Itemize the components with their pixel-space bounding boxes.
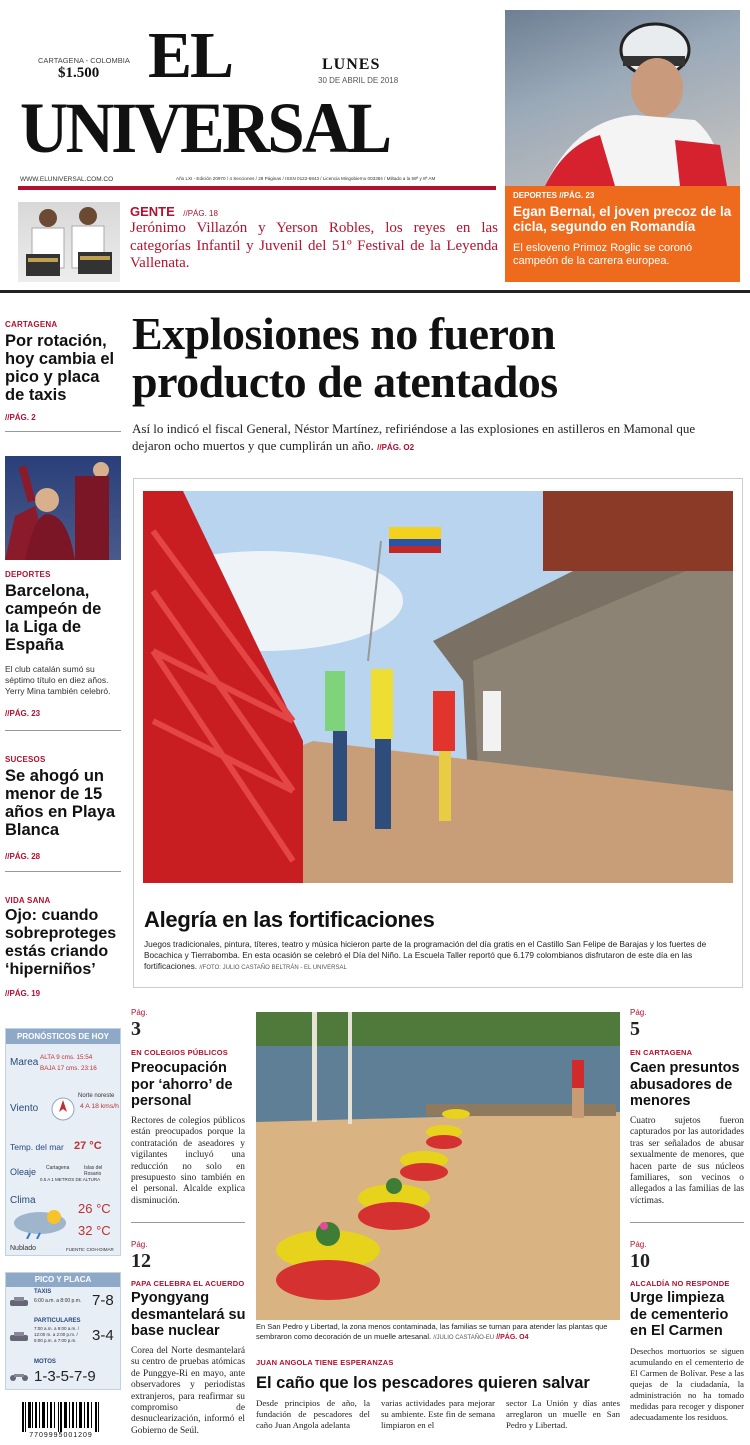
wind-direction: Norte noreste: [78, 1093, 115, 1099]
divider-colegios: [131, 1222, 245, 1223]
pico-title: PICO Y PLACA: [6, 1273, 120, 1287]
moto-icon: [9, 1369, 29, 1387]
pico-placa-box: [5, 1272, 121, 1390]
lead-deck: [132, 420, 732, 456]
website-link[interactable]: WWW.ELUNIVERSAL.COM.CO: [20, 176, 114, 183]
cano-page: //PÁG. O4: [496, 1334, 529, 1341]
gente-kicker-row: [130, 203, 218, 221]
weather-source: FUENTE: CIOH-DIMAR: [66, 1247, 114, 1252]
masthead: [18, 10, 496, 193]
gente-promo[interactable]: [18, 200, 498, 282]
nublado-label: Nublado: [10, 1245, 37, 1252]
barcelona-image: [5, 456, 121, 560]
colegios-pag-label: Pág.: [131, 1008, 148, 1017]
cementerio-pag-label: Pág.: [630, 1240, 647, 1249]
gente-kicker: GENTE: [130, 204, 175, 219]
pyongyang-pag-label: Pág.: [131, 1240, 148, 1249]
left-story-2-headline[interactable]: Barcelona, campeón de la Liga de España: [5, 582, 102, 654]
left-divider-2: [5, 730, 121, 731]
vallenato-kids-photo: [18, 202, 120, 282]
left-divider-3: [5, 871, 121, 872]
edition-info: Año LXI - Edición 20970 / 4 Secciones / 28 Páginas / ISSN 0122-6843 / Licencia Mingobierno 003384 / Miltado a la 59ª y 8ª AM: [176, 176, 436, 181]
left-story-1-headline[interactable]: Por rotación, hoy cambia el pico y placa de taxis: [5, 332, 115, 404]
left-story-1-kicker: CARTAGENA: [5, 320, 58, 329]
story-pyongyang[interactable]: [131, 1240, 247, 1440]
part-label: PARTICULARES: [34, 1318, 81, 1324]
abusadores-body: Cuatro sujetos fueron capturados por las autoridades tras ser señalados de abusar sexualmente de menores, que hacen parte de sus núcleos familiares, son vecinos o allegados a las familias de las víctimas.: [630, 1116, 744, 1206]
cyclist-photo: [505, 10, 740, 186]
abusadores-headline: Caen presuntos abusadores de menores: [630, 1060, 740, 1109]
cano-body-col3: sector La Unión y días antes arreglaron un muelle en San Pedro y Libertad.: [506, 1398, 620, 1430]
cano-caption-text: En San Pedro y Libertad, la zona menos contaminada, las familias se turnan para atender las plantas que sembraron como decoración de un muelle artesanal.: [256, 1322, 608, 1341]
photo-story-caption-text: Juegos tradicionales, pintura, títeres, teatro y música hicieron parte de la programación del día gratis en el Castillo San Felipe de Barajas y los fuertes de Bocachica y Tierrabomba. En esta ocasión se celebró el Día del Niño. La Escuela Taller reportó que 6.179 colombianos disfrutaron de este día en las fortificaciones.: [144, 939, 707, 971]
pyongyang-kicker: PAPA CELEBRA EL ACUERDO: [131, 1279, 245, 1288]
clima-label: Clima: [10, 1195, 36, 1206]
wind-speed: 4 A 18 kms/h: [80, 1103, 119, 1110]
oleaje-altura: 0.5 A 1 METROS DE ALTURA: [40, 1177, 101, 1182]
top-promo[interactable]: [505, 10, 740, 282]
location-label: CARTAGENA - COLOMBIA: [38, 56, 130, 65]
photo-story-caption: [144, 939, 734, 974]
day-label: LUNES: [322, 56, 381, 73]
abusadores-pag-num: 5: [630, 1018, 640, 1040]
colegios-body: Rectores de colegios públicos están preocupados porque la contratación de aseadores y vigilantes incluyó una reducción no solo en presupuesto sino también en el personal. Alcalde explica disminución.: [131, 1116, 245, 1206]
left-story-1-page: //PÁG. 2: [5, 413, 36, 422]
motos-digits: 1-3-5-7-9: [34, 1368, 96, 1385]
cementerio-headline: Urge limpieza de cementerio en El Carmen: [630, 1290, 729, 1339]
taxi-icon: [9, 1295, 29, 1313]
photo-story-headline[interactable]: Alegría en las fortificaciones: [144, 907, 435, 932]
taxis-label: TAXIS: [34, 1289, 52, 1295]
left-story-4-kicker: VIDA SANA: [5, 896, 51, 905]
cano-headline[interactable]: El caño que los pescadores quieren salvar: [256, 1374, 590, 1392]
oleaje-islas: Islas del Rosario: [84, 1165, 103, 1177]
wind-compass-icon: [50, 1096, 76, 1127]
left-story-4-page: //PÁG. 19: [5, 989, 41, 998]
masthead-rule: [18, 186, 496, 190]
temp-mar-label: Temp. del mar: [10, 1142, 64, 1152]
gente-text: Jerónimo Villazón y Yerson Robles, los reyes en las categorías Infantil y Juvenil del 51º Festival de la Leyenda Vallenata.: [130, 220, 498, 271]
left-story-2-kicker: DEPORTES: [5, 570, 51, 579]
pyongyang-body: Corea del Norte desmantelará su centro de pruebas atómicas de Punggye-Ri en mayo, ante observadores y periodistas extranjeros, para reafirmar su compromiso de desnuclearización, informó el Gobierno de Seúl.: [131, 1346, 245, 1436]
cano-photo: [256, 1012, 620, 1320]
left-story-4-headline[interactable]: Ojo: cuando sobreproteges estás criando ‘hiperniños’: [5, 907, 117, 978]
cano-body-col2: varias actividades para mejorar su ambiente. Este fin de semana limpiaron en el: [381, 1398, 495, 1430]
marea-row-2: BAJA 17 cms. 23:16: [40, 1065, 97, 1072]
cementerio-body: Desechos mortuorios se siguen acumulando en el cementerio de El Carmen de Bolívar. Pese a las quejas de la ciudadanía, la administración no ha tomado medidas para recoger y disponer adecuadamente los residuos.: [630, 1346, 744, 1422]
taxis-hours: 6:00 a.m. a 8:00 p.m.: [34, 1298, 82, 1304]
vallenato-image: [18, 202, 120, 282]
viento-label: Viento: [10, 1103, 39, 1114]
lead-story[interactable]: [132, 310, 742, 460]
promo-deck: El esloveno Primoz Roglic se coronó campeón de la carrera europea.: [513, 242, 693, 267]
left-story-3-headline[interactable]: Se ahogó un menor de 15 años en Playa Blanca: [5, 767, 116, 839]
promo-kicker-text: DEPORTES: [513, 191, 558, 200]
barcode-number: 7709995001209: [29, 1432, 93, 1439]
price: $1.500: [58, 65, 100, 81]
barcode: [22, 1402, 100, 1440]
oleaje-cartagena: Cartagena: [46, 1165, 70, 1171]
weather-title: PRONÓSTICOS DE HOY: [6, 1029, 120, 1044]
weather-box: [5, 1028, 121, 1256]
temp-mar-value: 27 °C: [74, 1140, 102, 1152]
abusadores-kicker: EN CARTAGENA: [630, 1048, 693, 1057]
fortification-image: [143, 491, 733, 883]
cementerio-kicker: ALCALDÍA NO RESPONDE: [630, 1279, 730, 1288]
pyongyang-pag-num: 12: [131, 1250, 151, 1272]
left-story-3-kicker: SUCESOS: [5, 755, 46, 764]
taxis-digits: 7-8: [92, 1292, 114, 1309]
story-cementerio[interactable]: [630, 1240, 744, 1440]
left-story-2-page: //PÁG. 23: [5, 709, 41, 718]
masthead-logo-universal: UNIVERSAL: [20, 88, 390, 168]
barcelona-photo: [5, 456, 121, 560]
promo-headline: Egan Bernal, el joven precoz de la cicla, segundo en Romandía: [513, 204, 732, 234]
marea-row-1: ALTA 9 cms. 15:54: [40, 1054, 93, 1061]
story-colegios[interactable]: [131, 1008, 247, 1228]
promo-page: //PÁG. 23: [559, 191, 595, 200]
part-digits: 3-4: [92, 1327, 114, 1344]
photo-story-credit: //FOTO: JULIO CASTAÑO BELTRÁN - EL UNIVERSAL: [199, 965, 347, 971]
gente-page: //PÁG. 18: [183, 209, 218, 218]
temp-low: 32 °C: [78, 1223, 111, 1238]
car-icon: [9, 1330, 29, 1348]
date-label: 30 DE ABRIL DE 2018: [318, 76, 399, 85]
cano-kicker: JUAN ANGOLA TIENE ESPERANZAS: [256, 1358, 394, 1367]
colegios-pag-num: 3: [131, 1018, 141, 1040]
motos-label: MOTOS: [34, 1359, 56, 1365]
left-divider-1: [5, 431, 121, 432]
masthead-logo-el: EL: [148, 19, 233, 92]
barcode-image: [22, 1402, 100, 1432]
lead-page: //PÁG. O2: [377, 443, 415, 452]
cano-image: [256, 1012, 620, 1320]
header-divider: [0, 290, 750, 293]
promo-kicker: [513, 191, 594, 200]
fortification-photo: [143, 491, 733, 883]
lead-deck-text: Así lo indicó el fiscal General, Néstor Martínez, refiriéndose a las explosiones en astilleros en Mamonal que dejaron ocho muertos y que cumplirán un año.: [132, 421, 696, 453]
colegios-kicker: EN COLEGIOS PÚBLICOS: [131, 1048, 228, 1057]
lead-headline: Explosiones no fueron producto de atentados: [132, 308, 558, 407]
colegios-headline: Preocupación por ‘ahorro’ de personal: [131, 1060, 233, 1109]
oleaje-label: Oleaje: [10, 1167, 37, 1177]
main-photo-box: [133, 478, 743, 988]
temp-high: 26 °C: [78, 1201, 111, 1216]
left-column: [5, 300, 121, 1000]
marea-label: Marea: [10, 1057, 39, 1068]
part-hours: 7:00 a.m. a 9:00 a.m. / 12:00 m. a 2:00 p.m. / 5:00 p.m. a 7:00 p.m.: [34, 1326, 80, 1343]
cyclist-image: [505, 10, 740, 186]
left-story-2-deck: El club catalán sumó su séptimo título en diez años. Yerry Mina también celebró.: [5, 664, 111, 696]
cano-body-col1: Desde principios de año, la fundación de pescadores del caño Juan Angola adelanta: [256, 1398, 370, 1430]
story-abusadores[interactable]: [630, 1008, 744, 1228]
cano-caption: [256, 1322, 620, 1343]
abusadores-pag-label: Pág.: [630, 1008, 647, 1017]
cano-credit: //JULIO CASTAÑO-EU: [433, 1335, 495, 1341]
left-story-3-page: //PÁG. 28: [5, 852, 41, 861]
pyongyang-headline: Pyongyang desmantelará su base nuclear: [131, 1290, 246, 1339]
cloud-rain-icon: [10, 1209, 70, 1244]
cementerio-pag-num: 10: [630, 1250, 650, 1272]
divider-abusadores: [630, 1222, 744, 1223]
